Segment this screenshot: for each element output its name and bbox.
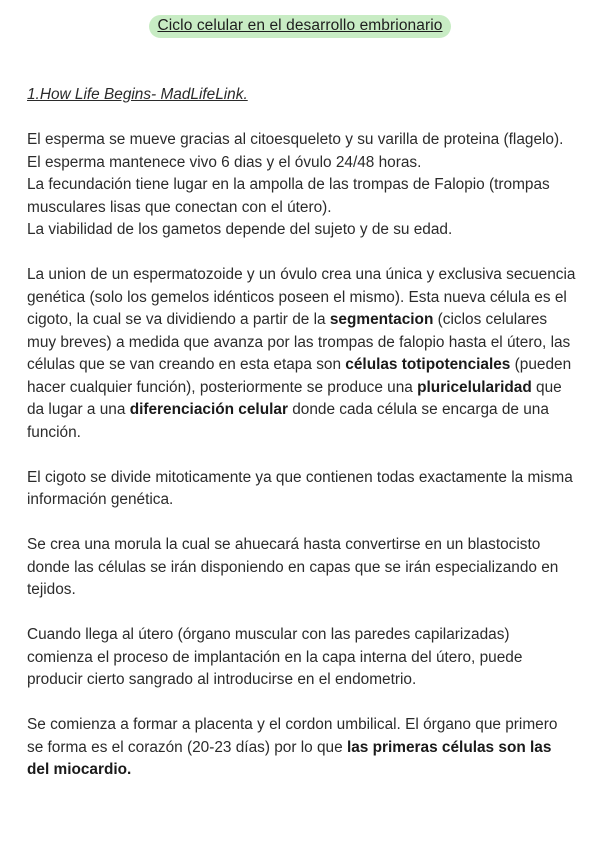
text-span: La union de un espermatozoide y un óvulo crea una única y exclusiva secuencia genética (solo los gemelos idénticos poseen el mismo). Esta nueva célula es el cigoto, la cual se va dividiendo a partir de la [27,266,576,328]
paragraph-sperm-facts [27,129,577,242]
text-span: donde cada célula se encarga de una función. [27,401,549,441]
paragraph-morula: Se crea una morula la cual se ahuecará hasta convertirse en un blastocisto donde las células se irán disponiendo en capas que se irán especializando en tejidos. [27,536,559,598]
bold-term-segmentacion: segmentacion [329,311,434,328]
title-container [0,15,600,38]
paragraph-implantation: Cuando llega al útero (órgano muscular con las paredes capilarizadas) comienza el proceso de implantación en la capa interna del útero, puede producir cierto sangrado al introducirse en el endometrio. [27,626,523,688]
source-reference: 1.How Life Begins- MadLifeLink. [27,86,248,103]
text-span: que da lugar a una [27,378,562,418]
paragraph-placenta [27,714,577,782]
sentence-viability-time: El esperma mantenece vivo 6 dias y el óvulo 24/48 horas. [27,153,422,171]
text-span: (ciclos celulares muy breves) a medida que avanza por las trompas de falopio hasta el útero, las células que se van creando en esta etapa son [27,311,571,373]
bold-term-totipotenciales: células totipotenciales [345,356,511,373]
bold-term-miocardio: las primeras células son las del miocardio. [27,738,552,778]
paragraph-mitosis: El cigoto se divide mitoticamente ya que contienen todas exactamente la misma información genética. [27,468,573,508]
bold-term-pluricelularidad: pluricelularidad [417,378,532,396]
text-span: (pueden hacer cualquier función), posteriormente se produce una [27,356,572,396]
document-body [27,84,577,804]
paragraph-cigoto [27,264,577,444]
bold-term-diferenciacion: diferenciación celular [129,401,288,418]
sentence-fecundation: La fecundación tiene lugar en la ampolla de las trompas de Falopio (trompas musculares lisas que conectan con el útero). [27,176,550,216]
sentence-flagelo: El esperma se mueve gracias al citoesqueleto y su varilla de proteina (flagelo). [27,131,564,148]
document-title: Ciclo celular en el desarrollo embrionario [149,15,450,38]
sentence-gamete-viability: La viabilidad de los gametos depende del sujeto y de su edad. [27,221,453,238]
text-span: Se comienza a formar a placenta y el cordon umbilical. El órgano que primero se forma es el corazón (20-23 días) por lo que [27,716,558,756]
